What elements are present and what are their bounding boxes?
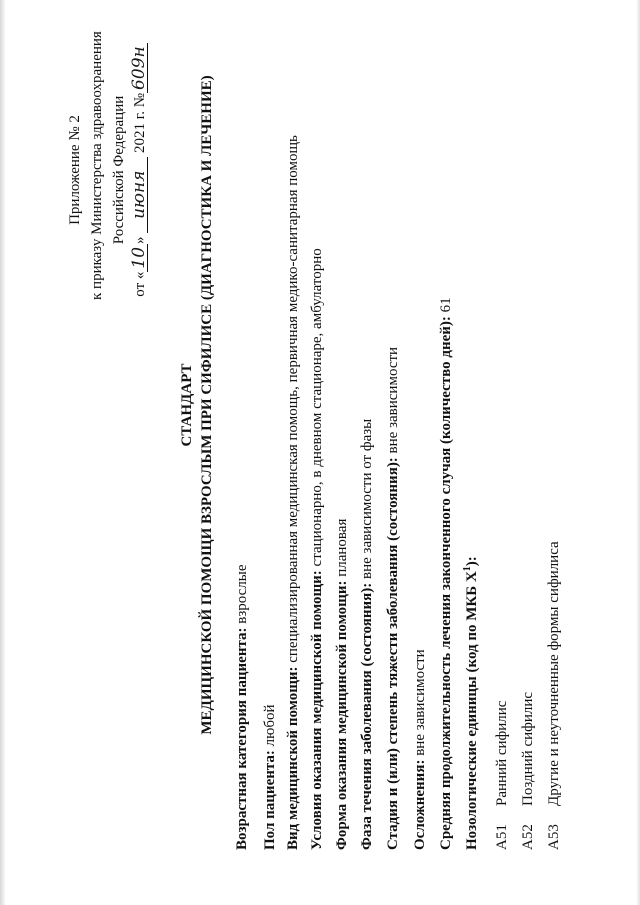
appendix-order-line: к приказу Министерства здравоохранения (89, 31, 105, 300)
field-care-form (333, 519, 351, 850)
field-age-category (233, 564, 251, 850)
field-label: Пол пациента: (262, 750, 278, 850)
field-value: стационарно, в дневном стационаре, амбулаторно (309, 248, 325, 571)
date-prefix: от « (132, 271, 148, 297)
standard-heading: СТАНДАРТ (179, 363, 195, 447)
field-value: любой (262, 704, 278, 751)
field-label: Возрастная категория пациента: (234, 627, 250, 850)
appendix-number: Приложение № 2 (67, 115, 83, 225)
icd-code: A52 (520, 824, 536, 850)
appendix-country-line: Российской Федерации (111, 95, 127, 245)
handwritten-order-number: 609н (131, 43, 148, 93)
footnote-marker: 1 (462, 566, 473, 572)
nosology-item (493, 701, 511, 850)
field-treatment-duration (437, 297, 455, 850)
field-value: взрослые (234, 564, 250, 628)
field-value: специализированная медицинская помощь, первичная медико-санитарная помощь (285, 135, 301, 667)
field-label: Средняя продолжительность лечения законченного случая (количество дней): (438, 316, 454, 850)
field-complications (411, 649, 429, 850)
field-label: Форма оказания медицинской помощи: (334, 580, 350, 850)
field-label: Осложнения: (412, 759, 428, 850)
handwritten-month: июня (131, 157, 148, 233)
field-label: Стадия и (или) степень тяжести заболевания (состояния): (385, 457, 401, 850)
icd-code: A51 (494, 824, 510, 850)
field-label: Условия оказания медицинской помощи: (309, 570, 325, 850)
nosology-item (519, 692, 537, 850)
date-year: 2021 г. № (132, 92, 148, 153)
field-label: Фаза течения заболевания (состояния): (359, 582, 375, 850)
nosology-label-end: ): (464, 556, 480, 567)
nosology-name: Ранний сифилис (494, 700, 510, 806)
nosology-label: Нозологические единицы (код по МКБ X (464, 571, 480, 850)
field-value: вне зависимости (412, 649, 428, 760)
nosology-name: Поздний сифилис (520, 691, 536, 806)
date-day-close: » (132, 236, 148, 244)
field-label: Вид медицинской помощи: (285, 666, 301, 850)
nosology-heading (463, 556, 481, 850)
standard-title: МЕДИЦИНСКОЙ ПОМОЩИ ВЗРОСЛЫМ ПРИ СИФИЛИСЕ (ДИАГНОСТИКА И ЛЕЧЕНИЕ) (199, 75, 215, 735)
field-gender (261, 704, 279, 850)
nosology-name: Другие и неуточненные формы сифилиса (546, 541, 562, 806)
handwritten-day: 10 (131, 244, 148, 272)
field-value: вне зависимости от фазы (359, 418, 375, 583)
field-disease-phase (358, 419, 376, 850)
field-value: вне зависимости (385, 346, 401, 458)
field-value: 61 (438, 297, 454, 317)
field-value: плановая (334, 518, 350, 581)
nosology-item (545, 541, 563, 850)
field-disease-stage (384, 347, 402, 850)
icd-code: A53 (546, 824, 562, 850)
appendix-date-line (131, 40, 149, 300)
field-care-type (284, 135, 302, 850)
field-care-conditions (308, 248, 326, 850)
